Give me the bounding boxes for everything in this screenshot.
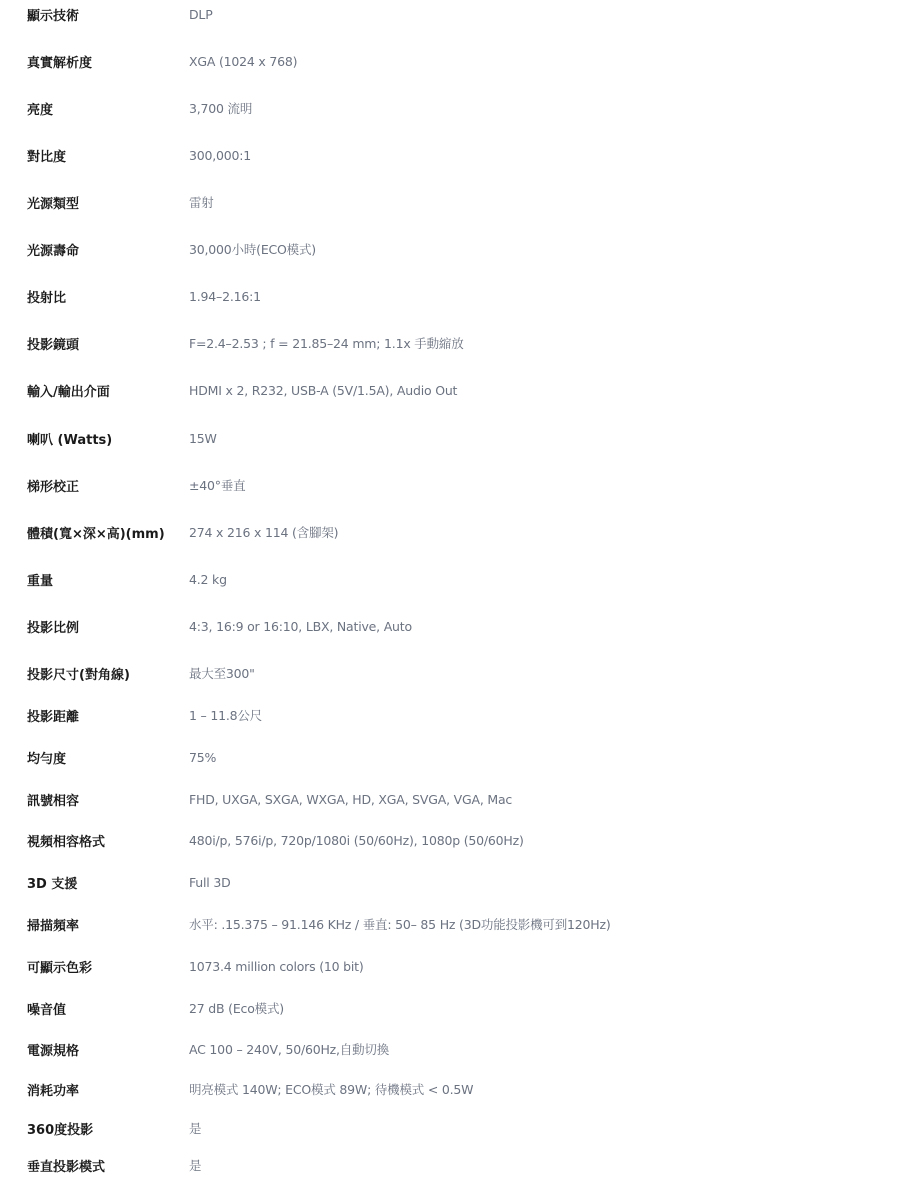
spec-row [0, 281, 900, 311]
spec-value: 1.94–2.16:1 [189, 288, 261, 304]
spec-row [0, 1074, 900, 1104]
spec-label: 視頻相容格式 [27, 834, 106, 850]
spec-label: 梯形校正 [27, 479, 80, 495]
spec-value: HDMI x 2, R232, USB-A (5V/1.5A), Audio Out [189, 382, 458, 398]
spec-value: Full 3D [189, 874, 231, 890]
spec-label: 訊號相容 [27, 793, 80, 809]
spec-value: F=2.4–2.53 ; f = 21.85–24 mm; 1.1x 手動縮放 [189, 336, 464, 351]
spec-value: 4:3, 16:9 or 16:10, LBX, Native, Auto [189, 618, 412, 634]
spec-row [0, 187, 900, 217]
spec-row [0, 825, 900, 855]
spec-value: 27 dB (Eco模式) [189, 1001, 284, 1016]
spec-value: ±40°垂直 [189, 478, 246, 493]
spec-label: 顯示技術 [27, 8, 80, 24]
spec-value: DLP [189, 6, 213, 22]
spec-row [0, 234, 900, 264]
spec-label: 投影比例 [27, 620, 80, 636]
spec-value: XGA (1024 x 768) [189, 53, 298, 69]
spec-label: 均勻度 [27, 751, 67, 767]
spec-value: 274 x 216 x 114 (含腳架) [189, 525, 339, 540]
spec-value: 15W [189, 430, 217, 446]
spec-value: FHD, UXGA, SXGA, WXGA, HD, XGA, SVGA, VGA, Mac [189, 791, 513, 807]
spec-label: 光源類型 [27, 196, 80, 212]
spec-value: 30,000小時(ECO模式) [189, 242, 316, 257]
spec-label: 垂直投影模式 [27, 1159, 106, 1175]
spec-row [0, 867, 900, 897]
spec-label: 可顯示色彩 [27, 960, 93, 976]
spec-label: 投射比 [27, 290, 67, 306]
spec-value: 1 – 11.8公尺 [189, 708, 262, 723]
spec-row [0, 700, 900, 730]
spec-row [0, 470, 900, 500]
spec-value: 3,700 流明 [189, 101, 253, 116]
spec-label: 輸入/輸出介面 [27, 384, 110, 400]
spec-value: 雷射 [189, 195, 214, 210]
spec-value: 480i/p, 576i/p, 720p/1080i (50/60Hz), 1080p (50/60Hz) [189, 832, 524, 848]
spec-value: 水平: .15.375 – 91.146 KHz / 垂直: 50– 85 Hz (3D功能投影機可到120Hz) [189, 917, 611, 932]
spec-row [0, 564, 900, 594]
spec-value: 4.2 kg [189, 571, 227, 587]
spec-row [0, 46, 900, 76]
spec-label: 對比度 [27, 149, 67, 165]
spec-label: 投影距離 [27, 709, 80, 725]
spec-row [0, 517, 900, 547]
spec-label: 360度投影 [27, 1122, 94, 1138]
spec-label: 亮度 [27, 102, 54, 118]
spec-label: 重量 [27, 573, 54, 589]
spec-value: 1073.4 million colors (10 bit) [189, 958, 364, 974]
spec-label: 喇叭 (Watts) [27, 432, 113, 448]
spec-row [0, 93, 900, 123]
spec-value: AC 100 – 240V, 50/60Hz,自動切換 [189, 1042, 390, 1057]
spec-row [0, 951, 900, 981]
spec-value: 300,000:1 [189, 147, 252, 163]
spec-label: 光源壽命 [27, 243, 80, 259]
spec-row [0, 423, 900, 453]
spec-label: 3D 支援 [27, 876, 78, 892]
spec-row [0, 1113, 900, 1143]
spec-row [0, 742, 900, 772]
spec-value: 是 [189, 1158, 202, 1173]
spec-label: 體積(寬×深×高)(mm) [27, 526, 165, 542]
spec-row [0, 140, 900, 170]
spec-row [0, 909, 900, 939]
spec-row [0, 0, 900, 29]
spec-value: 75% [189, 749, 217, 765]
spec-row [0, 658, 900, 688]
spec-row [0, 993, 900, 1023]
spec-row [0, 1034, 900, 1064]
spec-label: 真實解析度 [27, 55, 93, 71]
spec-label: 投影尺寸(對角線) [27, 667, 130, 683]
spec-row [0, 375, 900, 405]
spec-row [0, 1150, 900, 1180]
spec-row [0, 784, 900, 814]
spec-row [0, 611, 900, 641]
spec-label: 投影鏡頭 [27, 337, 80, 353]
spec-label: 噪音值 [27, 1002, 67, 1018]
spec-label: 電源規格 [27, 1043, 80, 1059]
spec-value: 最大至300" [189, 666, 255, 681]
spec-row [0, 328, 900, 358]
spec-value: 是 [189, 1121, 202, 1136]
spec-value: 明亮模式 140W; ECO模式 89W; 待機模式 < 0.5W [189, 1082, 474, 1097]
spec-label: 掃描頻率 [27, 918, 80, 934]
spec-label: 消耗功率 [27, 1083, 80, 1099]
